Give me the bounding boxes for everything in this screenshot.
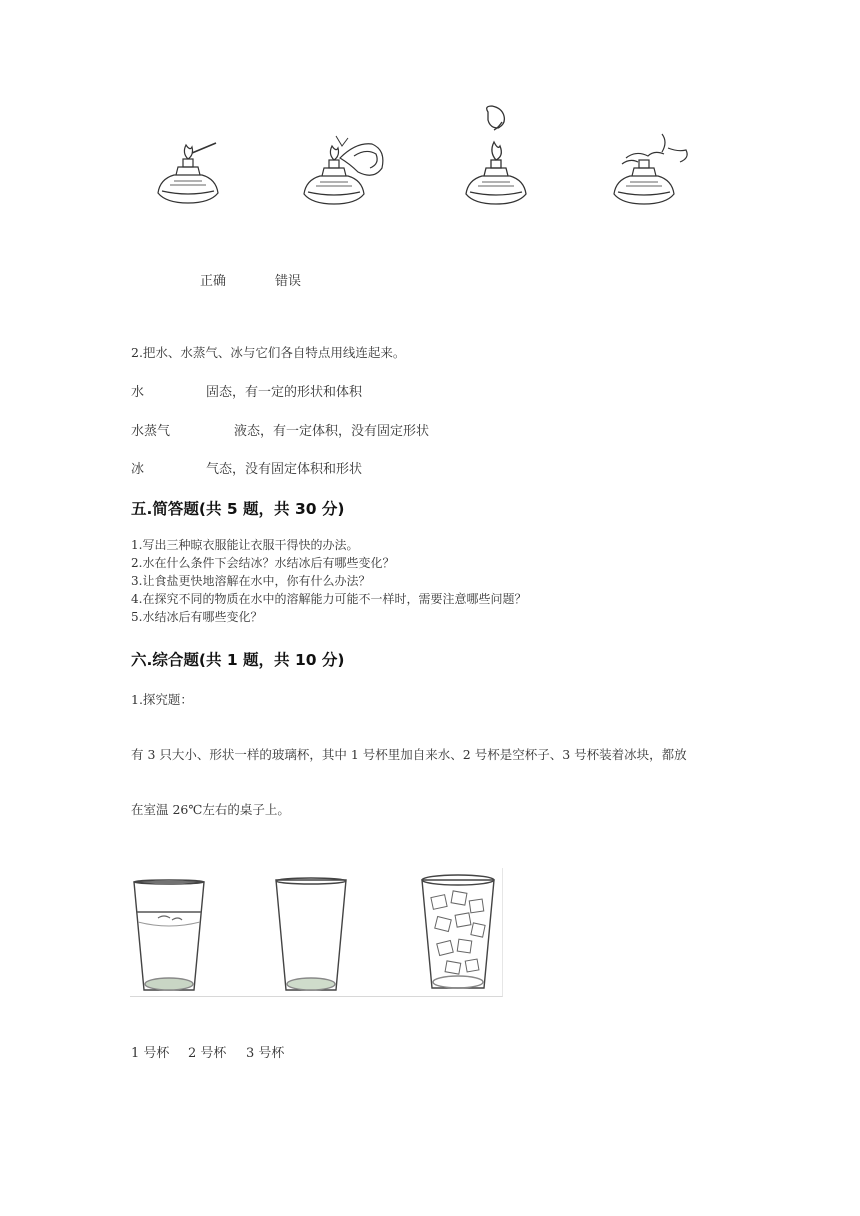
- cups-figure: [130, 868, 503, 997]
- section6-question-label: 1.探究题：: [131, 692, 193, 707]
- q2-left-item: 水: [131, 385, 145, 400]
- alcohol-lamp-cap-off-icon: [458, 102, 538, 216]
- list-item: 1.写出三种晾衣服能让衣服干得快的办法。: [131, 538, 359, 552]
- glass-with-water-icon: [130, 878, 208, 994]
- section5-question-list: [131, 536, 526, 626]
- q2-left-item: 水蒸气: [131, 424, 171, 439]
- cup-label: 3 号杯: [246, 1046, 285, 1061]
- alcohol-lamp-lit-from-another-lamp-icon: [296, 128, 396, 216]
- q2-right-item: 固态，有一定的形状和体积: [206, 385, 363, 400]
- glass-with-ice-icon: [418, 872, 498, 994]
- q2-left-item: 冰: [131, 462, 145, 477]
- q2-right-item: 液态，有一定体积，没有固定形状: [234, 424, 430, 439]
- section6-paragraph-line: 在室温 26℃左右的桌子上。: [131, 802, 290, 817]
- empty-glass-icon: [272, 876, 350, 994]
- alcohol-lamp-blown-out-icon: [606, 128, 696, 216]
- q2-prompt: 2.把水、水蒸气、冰与它们各自特点用线连起来。: [131, 345, 406, 360]
- caption-correct: 正确: [200, 274, 227, 289]
- cup-label: 1 号杯: [131, 1046, 170, 1061]
- alcohol-lamp-lit-by-match-icon: [150, 135, 230, 215]
- caption-wrong: 错误: [275, 274, 302, 289]
- list-item: 5.水结冰后有哪些变化？: [131, 610, 263, 624]
- list-item: 3.让食盐更快地溶解在水中，你有什么办法？: [131, 574, 371, 588]
- q2-right-item: 气态，没有固定体积和形状: [206, 462, 363, 477]
- section6-title: 六.综合题(共 1 题，共 10 分): [131, 651, 345, 669]
- section5-title: 五.简答题(共 5 题，共 30 分): [131, 500, 345, 518]
- list-item: 2.水在什么条件下会结冰？水结冰后有哪些变化？: [131, 556, 395, 570]
- section6-paragraph-line: 有 3 只大小、形状一样的玻璃杯，其中 1 号杯里加自来水、2 号杯是空杯子、3 号杯装着冰块，都放: [131, 747, 687, 762]
- list-item: 4.在探究不同的物质在水中的溶解能力可能不一样时，需要注意哪些问题？: [131, 592, 527, 606]
- cup-label: 2 号杯: [188, 1046, 227, 1061]
